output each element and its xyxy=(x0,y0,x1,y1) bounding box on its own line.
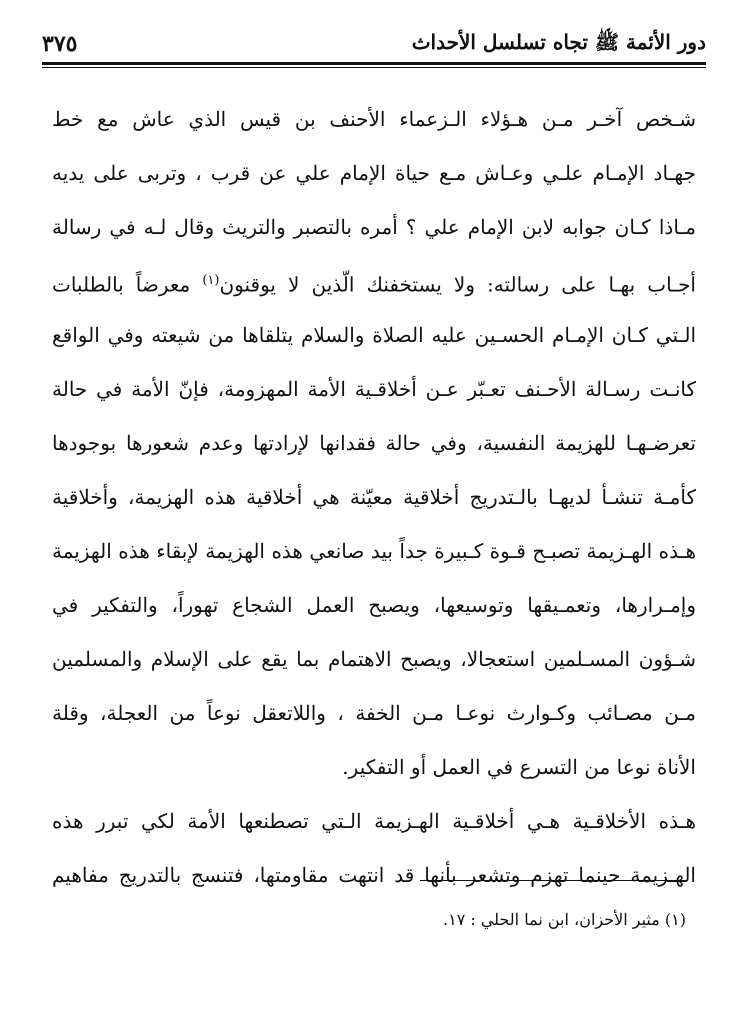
line-tail: معرضاً بالطلبات xyxy=(52,272,191,297)
footnote-marker: (١) xyxy=(202,273,220,288)
text-line: هـذه الأخلاقـية هـي أخلاقـية الهـزيمة الـتي تصطنعها الأمة لكي تبرر هذه xyxy=(52,809,696,833)
line-head: أجـاب بهـا على رسالته: ولا يستخفنك الّذين لا يوقنون xyxy=(219,272,696,297)
text-line: وإمـرارها، وتعمـيقها وتوسيعها، ويصبح العمل الشجاع تهوراً، والتفكير في xyxy=(52,593,696,617)
text-line: مـاذا كـان جوابه لابن الإمام علي ؟ أمره بالتصبر والتريث وقال لـه في رسالة xyxy=(52,215,696,239)
running-header xyxy=(42,28,706,60)
text-line: هـذه الهـزيمة تصبـح قـوة كـبيرة جداً بيد صانعي هذه الهزيمة لإبقاء هذه الهزيمة xyxy=(52,539,696,563)
header-rule xyxy=(42,62,706,65)
text-line: تعرضـهـا للهزيمة النفسية، وفي حالة فقدانها لإرادتها وعدم شعورها بوجودها xyxy=(52,431,696,455)
header-title: دور الأئمة ﷺ تجاه تسلسل الأحداث xyxy=(411,29,706,54)
text-line: شـخص آخـر مـن هـؤلاء الـزعماء الأحنف بن قيس الذي عاش مع خط xyxy=(52,107,696,131)
page-number: ٣٧٥ xyxy=(42,31,78,57)
header-rule-thin xyxy=(42,67,706,68)
body-text xyxy=(52,92,696,902)
text-line: الأناة نوعا من التسرع في العمل أو التفكير. xyxy=(342,755,696,779)
text-line: جهـاد الإمـام علـي وعـاش مـع حياة الإمام علي عن قرب ، وتربى على يديه xyxy=(52,161,696,185)
text-line: شـؤون المسـلمين استعجالا، ويصبح الاهتمام بما يقع على الإسلام والمسلمين xyxy=(52,647,696,671)
text-line: كأمـة تنشـأ لديهـا بالـتدريج أخلاقية معيّنة هي أخلاقية هذه الهزيمة، وأخلاقية xyxy=(52,485,696,509)
footnote: (١) مثير الأحزان، ابن نما الحلي : ١٧. xyxy=(443,910,686,929)
text-line: الـتي كـان الإمـام الحسـين عليه الصلاة والسلام يتلقاها من شيعته وفي الواقع xyxy=(52,323,696,347)
text-line: الهـزيمة حينما تهزم وتشعر بأنها قد انتهت مقاومتها، فتنسج بالتدريج مفاهيم xyxy=(52,863,696,887)
text-line-with-footnote xyxy=(52,254,696,308)
text-line: مـن مصـائب وكـوارث نوعـا مـن الخفة ، واللاتعقل نوعاً من العجلة، وقلة xyxy=(52,701,696,725)
footnote-rule xyxy=(420,880,685,881)
text-line: كانـت رسـالة الأحـنف تعـبّر عـن أخلاقـية الأمة المهزومة، فإنّ الأمة في حالة xyxy=(52,377,696,401)
